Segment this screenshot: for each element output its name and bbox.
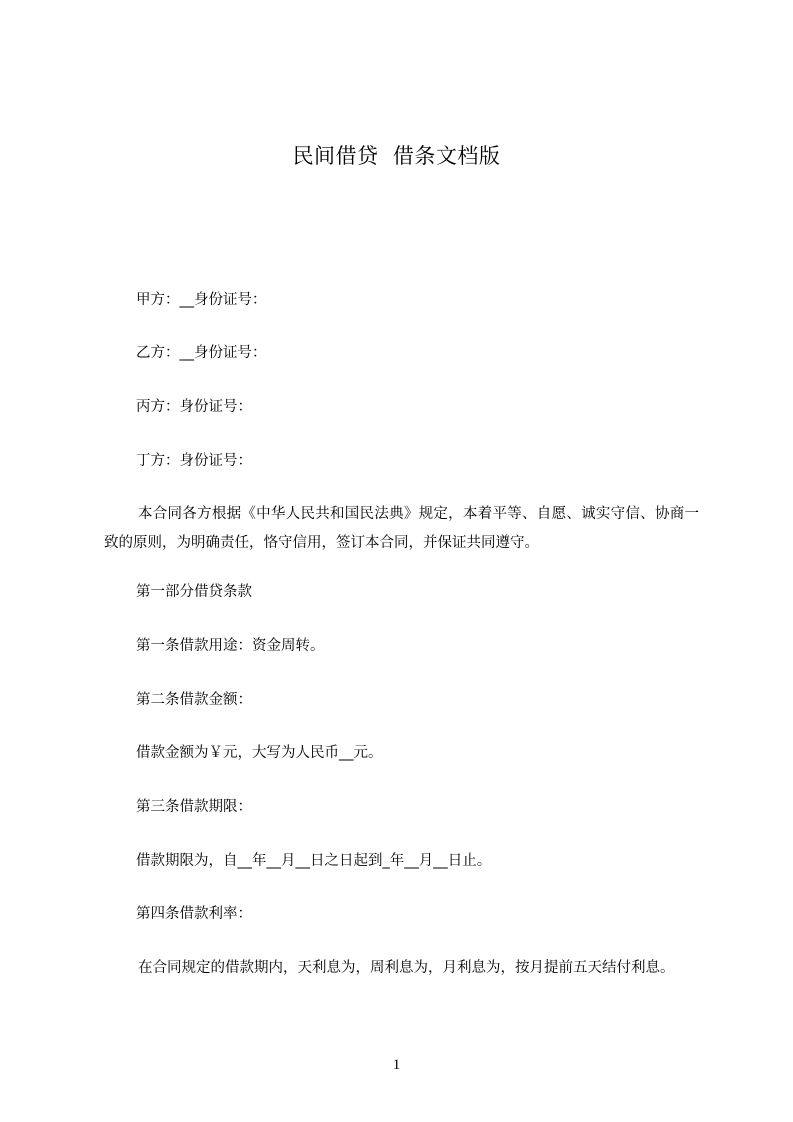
party-c-line: 丙方：身份证号： — [136, 399, 252, 415]
article-4-body: 在合同规定的借款期内，天利息为，周利息为，月利息为，按月提前五天结付利息。 — [138, 960, 675, 976]
document-title: 民间借贷 借条文档版 — [292, 144, 501, 168]
article-4-heading: 第四条借款利率： — [136, 906, 252, 922]
party-b-line: 乙方：__身份证号： — [136, 345, 267, 361]
article-3-body: 借款期限为，自__年__月__日之日起到_年__月__日止。 — [136, 853, 492, 869]
article-3-heading: 第三条借款期限： — [136, 799, 252, 815]
article-1: 第一条借款用途：资金周转。 — [136, 638, 325, 654]
party-a-line: 甲方：__身份证号： — [136, 292, 267, 308]
page-number: 1 — [392, 1057, 401, 1073]
article-2-heading: 第二条借款金额： — [136, 692, 252, 708]
preamble-paragraph: 本合同各方根据《中华人民共和国民法典》规定，本着平等、自愿、诚实守信、协商一致的原则，为明确责任，恪守信用，签订本合同，并保证共同遵守。 — [104, 506, 699, 551]
section-heading: 第一部分借贷条款 — [136, 584, 252, 600]
party-d-line: 丁方：身份证号： — [136, 453, 252, 469]
article-2-body: 借款金额为￥元，大写为人民币__元。 — [136, 745, 383, 761]
